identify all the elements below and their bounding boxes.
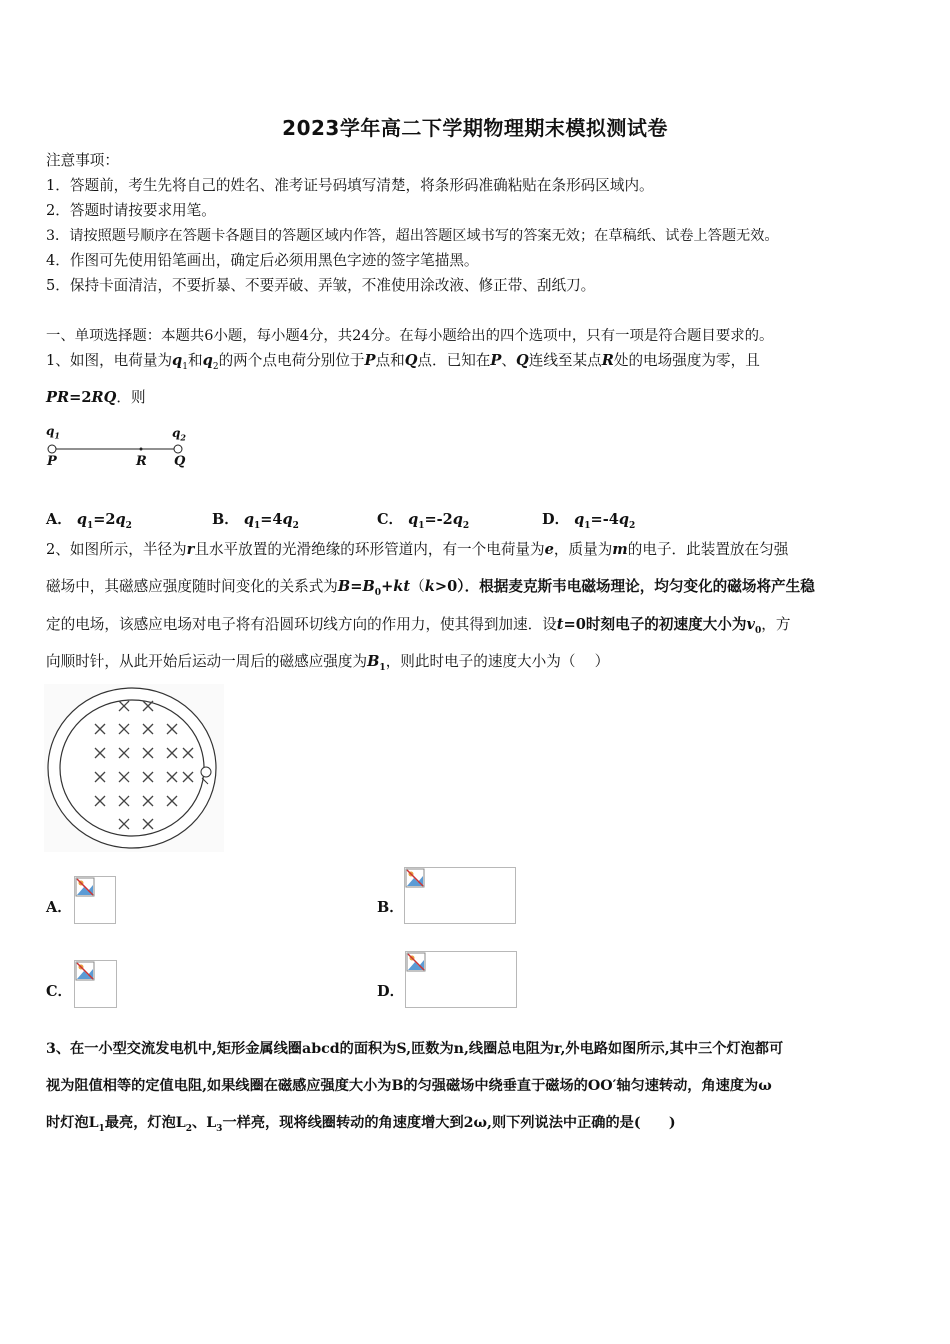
notice-item-2: 2．答题时请按要求用笔。 xyxy=(46,202,216,219)
q1-var: Q xyxy=(516,352,529,369)
label-P: P xyxy=(47,454,57,469)
q1-sub: 2 xyxy=(212,361,219,372)
q1-line-1 xyxy=(46,351,760,377)
broken-image-icon xyxy=(406,952,426,972)
q1-var: R xyxy=(601,352,614,369)
notice-item-1: 1．答题前，考生先将自己的姓名、准考证号码填写清楚，将条形码准确粘贴在条形码区域内。 xyxy=(46,177,654,194)
q2-ring-figure xyxy=(44,684,224,852)
q1-text: 和 xyxy=(188,352,203,369)
q1-line-2 xyxy=(46,388,146,408)
q3-line-3: 时灯泡$L_1$最亮，灯泡$L_2$、$L_3$一样亮，现将线圈转动的角速度增大到2ω,则下列说法中正确的是( ) xyxy=(46,1115,676,1134)
q1-option-b[interactable]: B． $q_1=4q_2$ xyxy=(212,511,299,531)
q2-option-c-image xyxy=(74,960,117,1008)
label-Q: Q xyxy=(174,454,186,469)
q2-option-a[interactable]: A． xyxy=(46,899,72,916)
q2-line-3: 定的电场，该感应电场对电子将有沿圆环切线方向的作用力，使其得到加速．设t=0时刻电子的初速度大小为$v_0$，方 xyxy=(46,616,791,636)
q1-option-d[interactable]: D． $q_1=-4q_2$ xyxy=(542,511,636,531)
q1-sub: 1 xyxy=(182,361,188,372)
notice-heading: 注意事项： xyxy=(46,152,119,169)
label-q1: $q_1$ xyxy=(46,424,60,441)
q1-var: PR xyxy=(46,389,70,406)
section-heading: 一、单项选择题：本题共6小题，每小题4分，共24分。在每小题给出的四个选项中，只有一项是符合题目要求的。 xyxy=(46,328,774,344)
q1-var: q xyxy=(202,352,213,369)
q1-text: 、 xyxy=(501,352,516,369)
q1-text: 1、如图，电荷量为 xyxy=(46,352,173,369)
q1-text: 的两个点电荷分别位于 xyxy=(218,352,365,369)
q1-option-a[interactable]: A． $q_1=2q_2$ xyxy=(46,511,132,531)
q2-option-c[interactable]: C． xyxy=(46,983,73,1000)
notice-item-5: 5．保持卡面清洁，不要折暴、不要弄破、弄皱，不准使用涂改液、修正带、刮纸刀。 xyxy=(46,277,596,294)
q1-text: =2 xyxy=(69,389,92,406)
q1-text: 处的电场强度为零，且 xyxy=(613,352,760,369)
q1-var: RQ xyxy=(91,389,117,406)
page-title: 2023学年高二下学期物理期末模拟测试卷 xyxy=(282,116,668,140)
q1-option-c[interactable]: C． $q_1=-2q_2$ xyxy=(377,511,470,531)
q1-var: Q xyxy=(404,352,418,369)
broken-image-icon xyxy=(405,868,425,888)
notice-item-3: 3．请按照题号顺序在答题卡各题目的答题区域内作答，超出答题区域书写的答案无效；在草稿纸、试卷上答题无效。 xyxy=(46,228,779,244)
magnetic-ring-diagram xyxy=(44,684,224,852)
q2-option-b[interactable]: B． xyxy=(377,899,404,916)
q1-figure xyxy=(44,424,194,474)
q3-line-1: 3、在一小型交流发电机中,矩形金属线圈abcd的面积为S,匝数为n,线圈总电阻为r,外电路如图所示,其中三个灯泡都可 xyxy=(46,1041,784,1057)
q1-var: P xyxy=(364,352,376,369)
q1-text: 连线至某点 xyxy=(528,352,602,369)
q2-option-d-image xyxy=(405,951,517,1008)
q1-text: ．则 xyxy=(116,389,146,406)
q1-var: P xyxy=(490,352,502,369)
q3-line-2: 视为阻值相等的定值电阻,如果线圈在磁感应强度大小为B的匀强磁场中绕垂直于磁场的OO′轴匀速转动，角速度为ω xyxy=(46,1078,772,1094)
q1-text: 点和 xyxy=(375,352,405,369)
broken-image-icon xyxy=(75,877,95,897)
broken-image-icon xyxy=(75,961,95,981)
q1-text: 点．已知在 xyxy=(417,352,491,369)
q2-line-4: 向顺时针，从此开始后运动一周后的磁感应强度为$B_1$，则此时电子的速度大小为（ ） xyxy=(46,653,610,673)
q2-line-1: 2、如图所示，半径为r且水平放置的光滑绝缘的环形管道内，有一个电荷量为e，质量为m的电子．此装置放在匀强 xyxy=(46,541,789,558)
q2-option-a-image xyxy=(74,876,116,924)
label-R: R xyxy=(136,454,147,469)
q2-line-2: 磁场中，其磁感应强度随时间变化的关系式为$B=B_0+kt(k>0)$．根据麦克斯韦电磁场理论，均匀变化的磁场将产生稳 xyxy=(46,578,815,598)
q2-option-d[interactable]: D． xyxy=(377,983,405,1000)
label-q2: $q_2$ xyxy=(172,426,186,443)
notice-item-4: 4．作图可先使用铅笔画出，确定后必须用黑色字迹的签字笔描黑。 xyxy=(46,252,479,269)
q1-var: q xyxy=(172,352,183,369)
q2-option-b-image xyxy=(404,867,516,924)
